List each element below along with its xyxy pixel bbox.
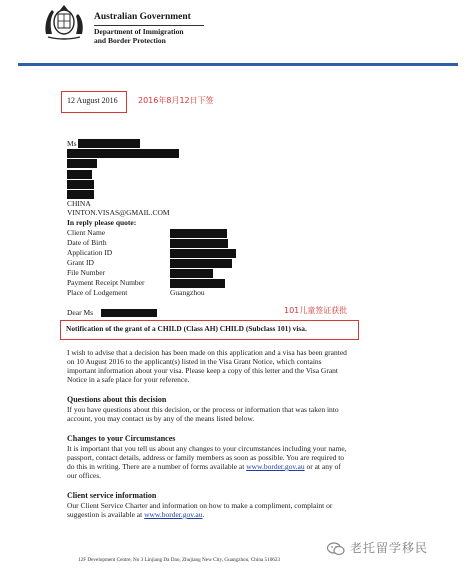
date-annotation: 2016年8月12日下签 — [138, 96, 214, 105]
service-line-2-text: suggestion is available at — [67, 510, 143, 519]
reply-value-place-of-lodgement: Guangzhou — [170, 288, 205, 297]
redacted-address-line-4 — [67, 180, 94, 189]
footer-address: 12F Development Centre, No 3 Linjiang Da Dao, Zhujiang New City, Guangzhou, China 510623 — [78, 557, 281, 563]
border-website-link[interactable]: www.border.gov.au — [246, 462, 305, 471]
letter-date: 12 August 2016 — [67, 96, 118, 105]
intro-line-3: important information about your visa. Please keep a copy of this letter and the Visa Grant — [67, 366, 339, 375]
notification-title: Notification of the grant of a CHILD (Class AH) CHILD (Subclass 101) visa. — [66, 324, 307, 333]
intro-line-2: on 10 August 2016 to the applicant(s) listed in the Visa Grant Notice, which contains — [67, 357, 322, 366]
watermark-text: 老托留学移民 — [350, 541, 429, 555]
service-line-1: Our Client Service Charter and information on how to make a compliment, complaint or — [67, 501, 333, 510]
intro-line-1: I wish to advise that a decision has been made on this application and a visa has been granted — [67, 348, 347, 357]
visa-grant-annotation: 101儿童签证获批 — [284, 306, 348, 315]
changes-line-2: passport, contact details, address or family members as soon as possible. You are required to — [67, 453, 345, 462]
reply-label-place-of-lodgement: Place of Lodgement — [67, 288, 128, 297]
changes-line-3-text: do this in writing. There are a number of forms available at — [67, 462, 245, 471]
wechat-icon — [327, 542, 345, 556]
changes-line-3-tail: or at any of — [306, 462, 341, 471]
reply-label-payment-receipt: Payment Receipt Number — [67, 278, 145, 287]
coat-of-arms-logo — [40, 4, 88, 42]
redacted-file-number — [170, 269, 213, 278]
redacted-address-line-5 — [67, 190, 94, 199]
service-heading: Client service information — [67, 491, 157, 500]
questions-line-1: If you have questions about this decision, or the process or information that was taken into — [67, 405, 339, 414]
questions-heading: Questions about this decision — [67, 395, 167, 404]
redacted-recipient-name — [78, 139, 140, 148]
government-name: Australian Government — [94, 12, 191, 22]
redacted-grant-id — [170, 259, 232, 268]
changes-line-1: It is important that you tell us about any changes to your circumstances including your name, — [67, 444, 347, 453]
redacted-address-line-3 — [67, 170, 92, 179]
redacted-payment-receipt — [170, 279, 225, 288]
changes-heading: Changes to your Circumstances — [67, 434, 176, 443]
recipient-country: CHINA — [67, 199, 91, 208]
greeting-dear: Dear Ms — [67, 308, 94, 317]
changes-line-4: our offices. — [67, 471, 102, 480]
redacted-greeting-name — [101, 309, 157, 317]
redacted-address-line-1 — [67, 149, 179, 158]
reply-label-file-number: File Number — [67, 268, 106, 277]
department-line-1: Department of Immigration — [94, 27, 184, 36]
redacted-application-id — [170, 249, 236, 258]
department-line-2: and Border Protection — [94, 36, 166, 45]
questions-line-2: account, you may contact us by any of the means listed below. — [67, 414, 255, 423]
redacted-address-line-2 — [67, 159, 97, 168]
service-line-2-tail: . — [202, 510, 205, 519]
service-website-link[interactable]: www.border.gov.au — [144, 510, 203, 519]
redacted-date-of-birth — [170, 239, 228, 248]
intro-line-4: Notice in a safe place for your reference. — [67, 375, 190, 384]
reply-label-grant-id: Grant ID — [67, 258, 94, 267]
reply-label-application-id: Application ID — [67, 248, 113, 257]
recipient-email: VINTON.VISAS@GMAIL.COM — [67, 208, 170, 217]
reply-heading: In reply please quote: — [67, 218, 137, 227]
redacted-client-name — [170, 229, 227, 238]
reply-label-date-of-birth: Date of Birth — [67, 238, 107, 247]
header-divider — [94, 25, 204, 26]
service-line-2 — [67, 510, 204, 520]
header-blue-rule — [18, 63, 458, 66]
reply-label-client-name: Client Name — [67, 228, 106, 237]
recipient-salutation: Ms — [67, 139, 77, 148]
changes-line-3 — [67, 462, 341, 472]
